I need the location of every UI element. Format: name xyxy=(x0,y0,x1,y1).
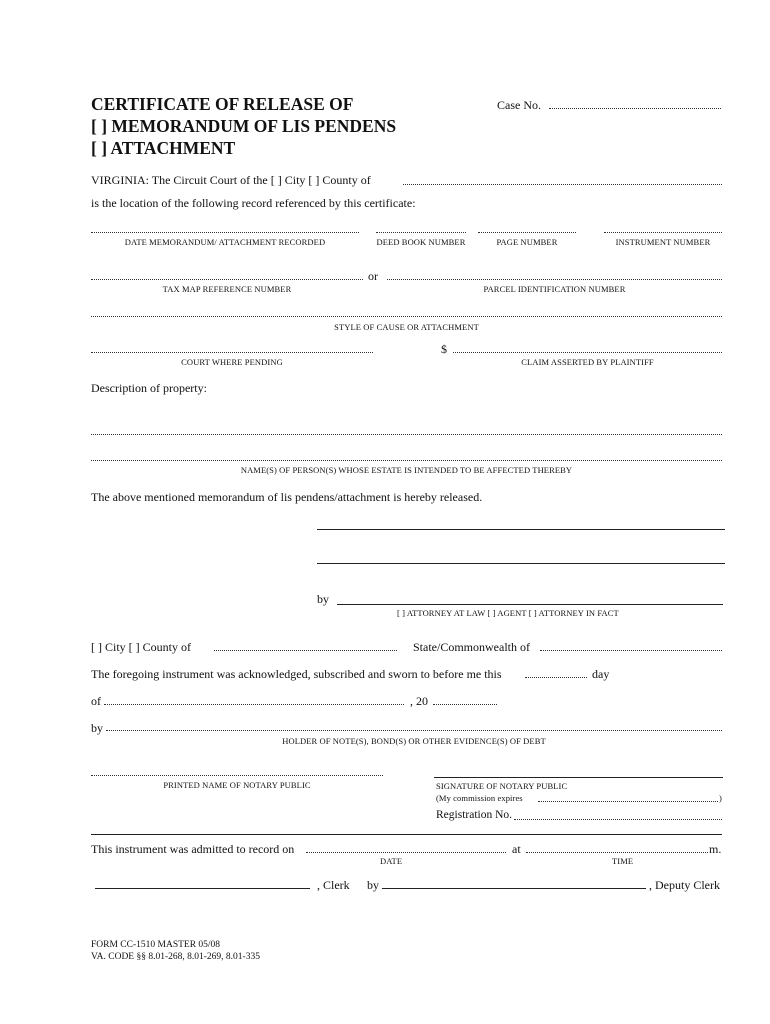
names-field[interactable] xyxy=(91,460,722,461)
release-signature-line-2[interactable] xyxy=(317,563,725,564)
deputy-clerk-signature-line[interactable] xyxy=(382,888,646,889)
form-title-line-2: [ ] MEMORANDUM OF LIS PENDENS xyxy=(91,116,397,136)
record-date-field[interactable] xyxy=(306,852,506,853)
style-of-cause-field[interactable] xyxy=(91,316,722,317)
record-time-field[interactable] xyxy=(526,852,708,853)
form-id: FORM CC-1510 MASTER 05/08 xyxy=(91,940,221,950)
code-reference: VA. CODE §§ 8.01-268, 8.01-269, 8.01-335 xyxy=(91,952,260,962)
description-of-property-label: Description of property: xyxy=(91,381,207,395)
year-prefix: , 20 xyxy=(410,694,428,708)
instrument-number-label: INSTRUMENT NUMBER xyxy=(615,237,711,247)
case-no-label: Case No. xyxy=(497,98,541,112)
commission-close-paren: ) xyxy=(719,793,722,803)
claim-amount-field[interactable] xyxy=(453,352,722,353)
claim-asserted-label: CLAIM ASSERTED BY PLAINTIFF xyxy=(521,357,654,367)
release-statement: The above mentioned memorandum of lis pendens/attachment is hereby released. xyxy=(91,490,483,504)
names-affected-label: NAME(S) OF PERSON(S) WHOSE ESTATE IS INTENDED TO BE AFFECTED THEREBY xyxy=(240,465,573,475)
clerk-label: , Clerk xyxy=(317,878,350,892)
by-word: by xyxy=(91,721,103,735)
instrument-number-field[interactable] xyxy=(604,232,722,233)
county-of-field[interactable] xyxy=(403,184,722,185)
state-commonwealth-field[interactable] xyxy=(540,650,722,651)
m-suffix: m. xyxy=(709,842,722,856)
ack-day-field[interactable] xyxy=(525,677,587,678)
ack-month-field[interactable] xyxy=(104,704,404,705)
page-number-field[interactable] xyxy=(478,232,576,233)
release-by-label: by xyxy=(317,592,329,606)
form-title-line-1: CERTIFICATE OF RELEASE OF xyxy=(91,94,354,114)
court-pending-label: COURT WHERE PENDING xyxy=(181,357,283,367)
court-line-label: VIRGINIA: The Circuit Court of the [ ] City [ ] County of xyxy=(91,173,371,187)
acknowledgement-text: The foregoing instrument was acknowledged, subscribed and sworn to before me this xyxy=(91,667,502,681)
date-recorded-label: DATE MEMORANDUM/ ATTACHMENT RECORDED xyxy=(124,237,326,247)
section-divider xyxy=(91,834,722,835)
date-recorded-field[interactable] xyxy=(91,232,359,233)
case-no-field[interactable] xyxy=(549,108,721,109)
registration-field[interactable] xyxy=(514,819,722,820)
release-signature-line-1[interactable] xyxy=(317,529,725,530)
day-word: day xyxy=(592,667,610,681)
notary-signature-line[interactable] xyxy=(434,777,723,778)
court-pending-field[interactable] xyxy=(91,352,373,353)
notary-county-field[interactable] xyxy=(214,650,397,651)
holder-label: HOLDER OF NOTE(S), BOND(S) OR OTHER EVIDENCE(S) OF DEBT xyxy=(282,736,546,746)
or-word: or xyxy=(368,269,378,283)
parcel-id-label: PARCEL IDENTIFICATION NUMBER xyxy=(483,284,626,294)
date-label: DATE xyxy=(380,856,403,866)
location-statement: is the location of the following record referenced by this certificate: xyxy=(91,196,416,210)
dollar-sign: $ xyxy=(441,342,447,356)
page-number-label: PAGE NUMBER xyxy=(496,237,558,247)
printed-name-label: PRINTED NAME OF NOTARY PUBLIC xyxy=(163,780,311,790)
tax-map-label: TAX MAP REFERENCE NUMBER xyxy=(162,284,292,294)
release-by-signature-line[interactable] xyxy=(337,604,723,605)
state-commonwealth-label: State/Commonwealth of xyxy=(413,640,530,654)
style-of-cause-label: STYLE OF CAUSE OR ATTACHMENT xyxy=(334,322,479,332)
registration-label: Registration No. xyxy=(436,809,513,821)
commission-expires-label: (My commission expires xyxy=(436,793,523,803)
commission-expires-field[interactable] xyxy=(538,801,718,802)
of-word: of xyxy=(91,694,101,708)
notary-signature-label: SIGNATURE OF NOTARY PUBLIC xyxy=(436,781,568,791)
clerk-signature-line[interactable] xyxy=(95,888,310,889)
tax-map-field[interactable] xyxy=(91,279,363,280)
printed-name-field[interactable] xyxy=(91,775,383,776)
deputy-clerk-label: , Deputy Clerk xyxy=(649,878,720,892)
admitted-to-record-text: This instrument was admitted to record on xyxy=(91,842,295,856)
signer-capacity-options[interactable]: [ ] ATTORNEY AT LAW [ ] AGENT [ ] ATTORNEY IN FACT xyxy=(397,608,619,618)
deed-book-label: DEED BOOK NUMBER xyxy=(376,237,466,247)
parcel-id-field[interactable] xyxy=(387,279,722,280)
at-word: at xyxy=(512,842,521,856)
form-title-line-3: [ ] ATTACHMENT xyxy=(91,138,236,158)
time-label: TIME xyxy=(612,856,634,866)
description-line-1[interactable] xyxy=(91,434,722,435)
notary-city-county-label: [ ] City [ ] County of xyxy=(91,640,191,654)
deputy-by-word: by xyxy=(367,878,379,892)
holder-field[interactable] xyxy=(106,730,722,731)
ack-year-field[interactable] xyxy=(433,704,497,705)
deed-book-field[interactable] xyxy=(376,232,466,233)
